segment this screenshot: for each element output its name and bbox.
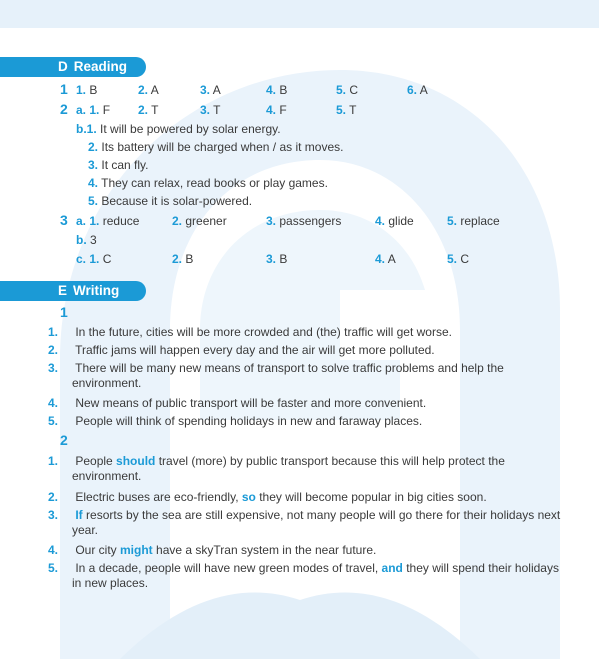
- section-header-reading: [0, 57, 146, 77]
- answer-item: a. 1. reduce: [76, 214, 140, 228]
- question-number: 2: [60, 101, 68, 117]
- list-item: 1. People should travel (more) by public transport because this will help protect the environment.: [48, 454, 505, 483]
- answer-sentence: 3. It can fly.: [88, 158, 149, 172]
- answer-sentence: 5. Because it is solar-powered.: [88, 194, 253, 208]
- answer-item: 1. B: [76, 83, 98, 97]
- answer-item: 3. A: [200, 83, 221, 97]
- section-letter: D: [58, 59, 68, 74]
- answer-item: 2. T: [138, 103, 159, 117]
- answer-item: 4. A: [375, 252, 396, 266]
- list-item: 5. People will think of spending holidays in new and faraway places.: [48, 414, 423, 428]
- answer-item: c. 1. C: [76, 252, 112, 266]
- list-item: 4. Our city might have a skyTran system in the near future.: [48, 543, 377, 557]
- answer-item: 2. greener: [172, 214, 227, 228]
- exercise-number: 1: [60, 304, 68, 320]
- section-title: Reading: [73, 59, 128, 74]
- answer-item: 3. B: [266, 252, 288, 266]
- list-item: 3. If resorts by the sea are still expensive, not many people will go there for their holidays next year.: [48, 508, 561, 537]
- section-title: Writing: [73, 283, 120, 298]
- answer-item: a. 1. F: [76, 103, 111, 117]
- answer-item: 2. B: [172, 252, 194, 266]
- answer-item: 3. passengers: [266, 214, 342, 228]
- list-item: 3. There will be many new means of transport to solve traffic problems and help the environment.: [48, 361, 504, 390]
- question-number: 3: [60, 212, 68, 228]
- question-number: 1: [60, 81, 68, 97]
- answer-item: 5. C: [447, 252, 470, 266]
- answer-item: 4. B: [266, 83, 288, 97]
- list-item: 1. In the future, cities will be more crowded and (the) traffic will get worse.: [48, 325, 452, 339]
- answer-item: 4. F: [266, 103, 287, 117]
- answer-item: 6. A: [407, 83, 428, 97]
- answer-item: 4. glide: [375, 214, 414, 228]
- answer-item: 5. T: [336, 103, 357, 117]
- answer-sentence: 2. Its battery will be charged when / as it moves.: [88, 140, 344, 154]
- answer-item: 5. C: [336, 83, 359, 97]
- answer-item: b. 3: [76, 233, 97, 247]
- section-letter: E: [58, 283, 68, 298]
- exercise-number: 2: [60, 432, 68, 448]
- answer-sentence: b.1. It will be powered by solar energy.: [76, 122, 281, 136]
- list-item: 4. New means of public transport will be faster and more convenient.: [48, 396, 427, 410]
- list-item: 2. Electric buses are eco-friendly, so they will become popular in big cities soon.: [48, 490, 487, 504]
- list-item: 2. Traffic jams will happen every day and the air will get more polluted.: [48, 343, 435, 357]
- section-header-writing: [0, 281, 146, 301]
- answer-item: 2. A: [138, 83, 159, 97]
- answer-sentence: 4. They can relax, read books or play games.: [88, 176, 328, 190]
- answer-item: 5. replace: [447, 214, 500, 228]
- list-item: 5. In a decade, people will have new green modes of travel, and they will spend their holidays in new places.: [48, 561, 559, 590]
- answer-item: 3. T: [200, 103, 221, 117]
